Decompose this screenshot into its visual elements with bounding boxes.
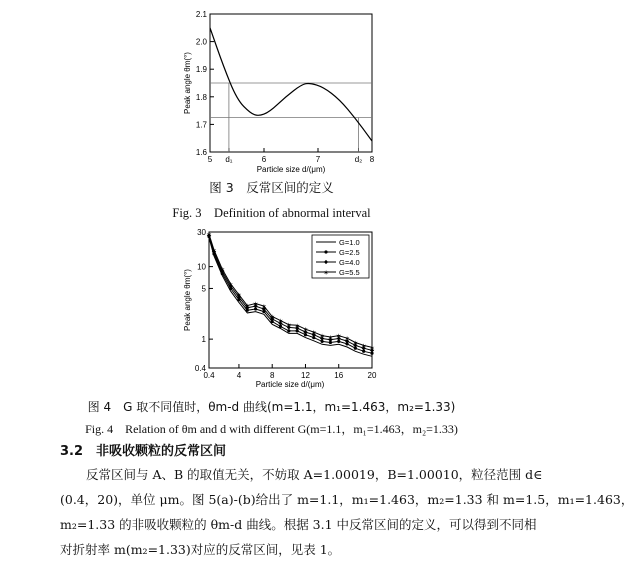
- fig4-y-tick-label: 10: [197, 262, 206, 272]
- fig4-data-point: ✶: [319, 333, 326, 341]
- fig4-data-point: ✶: [206, 232, 212, 240]
- fig4-data-point: ✶: [352, 340, 359, 348]
- fig4-data-point: ✶: [310, 330, 317, 338]
- fig4-data-point: ✶: [294, 323, 301, 331]
- fig3-y-tick-label: 1.7: [195, 120, 207, 130]
- section-paragraph: [60, 462, 633, 562]
- paragraph-line: (0.4，20)，单位 μm。图 5(a)-(b)给出了 m=1.1，m₁=1.463，m₂=1.33 和 m=1.5，m₁=1.463，: [60, 492, 633, 507]
- fig4-legend-label: G=5.5: [339, 268, 360, 277]
- fig4-data-point: ✶: [360, 343, 367, 351]
- fig4-x-tick-label: 12: [301, 371, 310, 380]
- figure-4-caption-cn: 图 4 G 取不同值时，θm-d 曲线(m=1.1，m₁=1.463，m₂=1.33): [87, 400, 456, 414]
- fig3-y-tick-label: 1.9: [195, 65, 207, 75]
- fig4-data-point: ✶: [285, 322, 292, 330]
- fig3-x-tick-label: 7: [315, 155, 321, 164]
- fig4-data-point: ✶: [369, 345, 375, 353]
- figure-3-caption-en: Fig. 3 Definition of abnormal interval: [172, 206, 371, 220]
- fig4-data-point: ✶: [335, 333, 342, 341]
- fig4-data-point: ✶: [277, 318, 284, 326]
- fig3-x-tick-label: d₂: [354, 155, 363, 164]
- paragraph-line: m₂=1.33 的非吸收颗粒的 θm-d 曲线。根据 3.1 中反常区间的定义，可以得到不同相: [60, 517, 537, 532]
- fig3-x-tick-label: 6: [261, 155, 267, 164]
- fig3-x-axis-label: Particle size d/(μm): [256, 165, 326, 174]
- fig4-x-tick-label: 8: [269, 371, 275, 380]
- fig3-x-tick-label: d₁: [225, 155, 233, 164]
- fig4-data-point: ✶: [211, 247, 217, 255]
- fig4-y-tick-label: 30: [197, 228, 206, 237]
- fig3-series-line: [210, 28, 372, 141]
- fig4-legend-label: G=4.0: [339, 258, 360, 267]
- fig4-data-point: ✶: [344, 336, 350, 344]
- fig4-x-tick-label: 20: [367, 371, 377, 380]
- fig4-legend-label: G=1.0: [339, 238, 360, 247]
- paragraph-line: 对折射率 m(m₂=1.33)对应的反常区间，见表 1。: [60, 542, 341, 557]
- fig3-x-tick-label: 5: [207, 155, 213, 164]
- fig4-x-axis-label: Particle size d/(μm): [255, 380, 325, 389]
- fig4-legend-marker: [324, 250, 327, 253]
- fig3-x-tick-label: 8: [369, 155, 375, 164]
- fig3-y-tick-label: 2.0: [195, 37, 207, 47]
- fig4-x-tick-label: 0.4: [203, 371, 215, 380]
- fig4-data-point: ✶: [236, 292, 242, 300]
- fig4-legend-marker: ✶: [323, 270, 329, 277]
- fig3-y-axis-label: Peak angle θm(°): [183, 52, 192, 114]
- paragraph-line: 反常区间与 A、B 的取值无关，不妨取 A=1.00019，B=1.00010，粒径范围 d∈: [86, 467, 543, 482]
- fig4-legend-label: G=2.5: [339, 248, 360, 257]
- fig4-x-tick-label: 16: [334, 371, 344, 380]
- fig4-y-tick-label: 0.4: [194, 364, 206, 373]
- fig4-data-point: [287, 329, 290, 332]
- fig3-y-tick-label: 1.8: [195, 92, 207, 102]
- section-heading: 3.2 非吸收颗粒的反常区间: [60, 444, 227, 459]
- fig4-data-point: ✶: [269, 314, 276, 322]
- fig4-data-point: ✶: [244, 303, 251, 311]
- fig4-data-point: ✶: [327, 335, 334, 343]
- fig4-data-point: ✶: [302, 327, 309, 335]
- figure-4-caption-en: Fig. 4 Relation of θm and d with different G(m=1.1，m₁=1.463，m₂=1.33): [85, 422, 458, 436]
- fig4-data-point: ✶: [219, 267, 226, 275]
- fig4-y-tick-label: 1: [201, 335, 206, 345]
- fig4-y-tick-label: 5: [201, 284, 206, 294]
- fig3-y-tick-label: 2.1: [195, 10, 207, 19]
- fig3-y-tick-label: 1.6: [195, 148, 207, 157]
- figure-3-caption-cn: 图 3 反常区间的定义: [209, 180, 334, 195]
- fig4-data-point: ✶: [260, 304, 267, 312]
- fig4-data-point: ✶: [252, 301, 259, 309]
- fig4-y-axis-label: Peak angle θm(°): [183, 269, 192, 331]
- fig4-data-point: ✶: [227, 281, 234, 289]
- figure-4-chart: [0, 222, 543, 392]
- figure-3-chart: [0, 0, 543, 175]
- fig4-x-tick-label: 4: [236, 371, 242, 380]
